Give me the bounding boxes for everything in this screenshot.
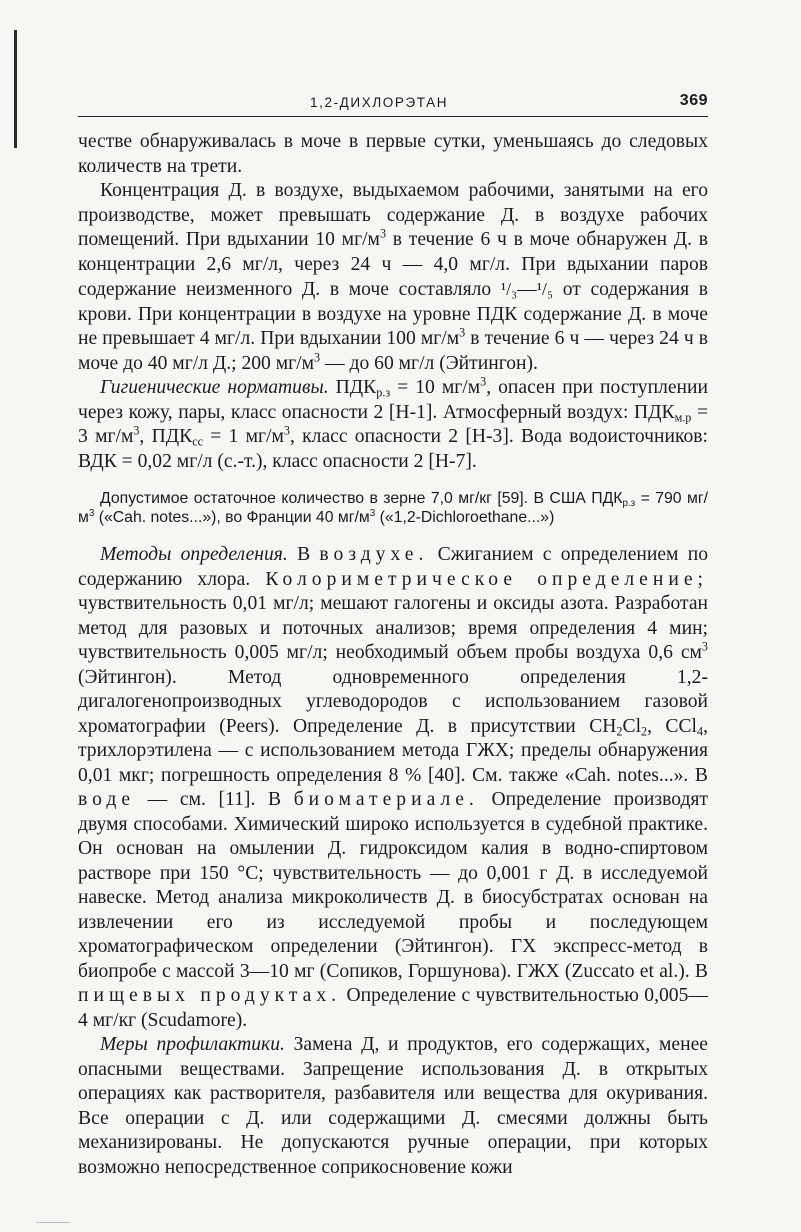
running-head-title: 1,2-ДИХЛОРЭТАН — [310, 95, 449, 110]
section-lead-methods: Методы определения. — [100, 544, 288, 565]
section-lead-prevention: Меры профилактики. — [100, 1034, 285, 1055]
page-binding-line — [14, 30, 17, 148]
page-number: 369 — [679, 92, 708, 109]
running-head — [78, 92, 708, 117]
body-text — [78, 130, 708, 1180]
paragraph-prevention: Меры профилактики. Замена Д, и продуктов, его содержащих, менее опасными веществами. Запрещение использования Д. в открытых операциях как растворителя, разбавителя или вещества для окуривания. Все операции с Д. или содержащими Д. смесями должны быть механизированы. Не допускаются ручные операции, при которых возможно непосредственное соприкосновение кожи — [78, 1034, 708, 1178]
book-page — [78, 92, 708, 1180]
section-lead-hygienic: Гигиенические нормативы. — [100, 377, 329, 398]
scan-artifact-mark — [36, 1222, 70, 1223]
paragraph-hygienic-standards: Гигиенические нормативы. $ПДК_{р.з} = 10$ $мг/м^3$, опасен при поступлении через кожу, пары, класс опасности 2 [Н-1]. Атмосферный воздух: $ПДК_{м.р} = 3$ $мг/м^3$, $ПДК_{сс} = 1$ $мг/м^3$, класс опасности 2 [Н-3]. Вода водоисточников: ВДК = 0,02 мг/л (с.-т.), класс опасности 2 [Н-7]. — [78, 374, 709, 472]
paragraph-continuation: честве обнаруживалась в моче в первые сутки, уменьшаясь до следовых количеств на трети. — [78, 131, 708, 177]
paragraph-small-print: Допустимое остаточное количество в зерне 7,0 мг/кг [59]. В США $ПДК_{р.з} = 790$ $мг/м^3$ («Cah. notes...»), во Франции 40 $мг/м^3$ («1,2-Dichloroethane...») — [78, 490, 709, 526]
paragraph-concentration: Концентрация Д. в воздухе, выдыхаемом рабочими, занятыми на его производстве, может превышать содержание Д. в воздухе рабочих помещений. При вдыхании 10 $мг/м^3$ в течение 6 ч в моче обнаружен Д. в концентрации 2,6 мг/л, через 24 ч — 4,0 мг/л. При вдыхании паров содержание неизменного Д. в моче составляло ¹/₃—¹/₅ от содержания в крови. При концентрации в воздухе на уровне ПДК содержание Д. в моче не превышает 4 мг/л. При вдыхании 100 $мг/м^3$ в течение 6 ч — через 24 ч в моче до 40 мг/л Д.; 200 $мг/м^3$ — до 60 мг/л (Эйтингон). — [78, 180, 708, 374]
paragraph-determination-methods: Методы определения. В воздухе. Сжиганием с определением по содержанию хлора. Колориметрическое определение; чувствительность 0,01 мг/л; мешают галогены и оксиды азота. Разработан метод для разовых и поточных анализов; время определения 4 мин; чувствительность 0,005 мг/л; необходимый объем пробы воздуха 0,6 $см^3$ (Эйтингон). Метод одновременного определения 1,2-дигалогенопроизводных углеводородов с использованием газовой хроматографии (Peers). Определение Д. в присутствии $CH_2Cl_2$, CCl$_4$, трихлорэтилена — с использованием метода ГЖХ; пределы обнаружения 0,01 мкг; погрешность определения 8 % [40]. См. также «Cah. notes...». В воде — см. [11]. В биоматериале. Определение производят двумя способами. Химический широко используется в судебной практике. Он основан на омылении Д. гидроксидом калия в водно-спиртовом растворе при 150 °С; чувствительность — до 0,001 г Д. в исследуемой навеске. Метод анализа микроколичеств Д. в биосубстратах основан на извлечении его из исследуемой пробы и последующем хроматографическом определении (Эйтингон). ГХ экспресс-метод в биопробе с массой 3—10 мг (Сопиков, Горшунова). ГЖХ (Zuccato et al.). В пищевых продуктах. Определение с чувствительностью 0,005—4 мг/кг (Scudamore). — [78, 544, 708, 1031]
